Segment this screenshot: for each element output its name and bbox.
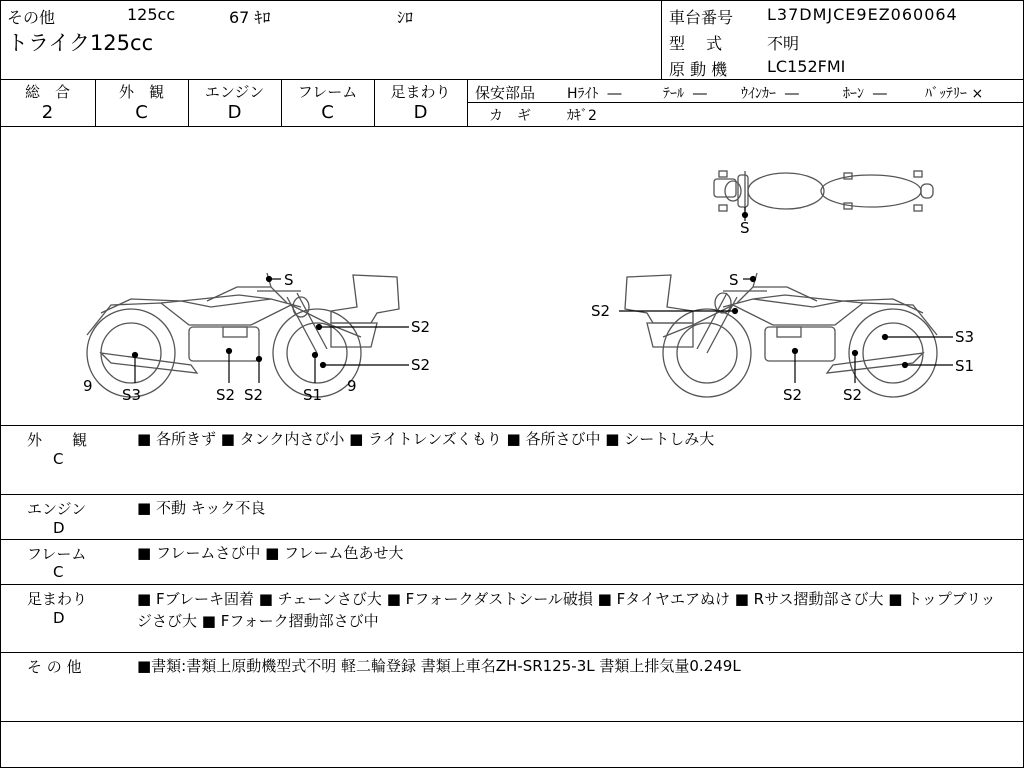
grade-engine-value: D — [227, 102, 242, 123]
mark-left-9-front: 9 — [83, 377, 93, 395]
key-label: カ ギ — [489, 108, 531, 124]
note-engine-label: エンジン — [27, 500, 87, 518]
note-other-label: そ の 他 — [27, 658, 82, 676]
grade-frame-label: フレーム — [297, 83, 358, 101]
displacement: 125cc — [127, 5, 176, 24]
safety-battery: ﾊﾞｯﾃﾘｰ × — [925, 86, 984, 102]
note-suspension-text: ■ Fブレーキ固着 ■ チェーンさび大 ■ Fフォークダストシール破損 ■ Fタイヤエアぬけ ■ Rサス摺動部さび大 ■ トップブリッジさび大 ■ Fフォーク摺動部さび中 — [137, 590, 996, 630]
rule — [1, 425, 1023, 426]
mark-right-s2-box: S2 — [591, 302, 611, 320]
mark-right-s: S — [729, 271, 739, 289]
frame-no: L37DMJCE9EZ060064 — [767, 5, 958, 24]
safety-title: 保安部品 — [475, 84, 536, 102]
mark-left-s2-tank: S2 — [411, 318, 431, 336]
mark-right-s2-a: S2 — [783, 386, 803, 404]
safety-winker: ｳｲﾝｶｰ ― — [741, 86, 799, 102]
key-value: ｶｷﾞ2 — [567, 108, 597, 124]
color: ｼﾛ — [397, 8, 414, 27]
note-frame-text: ■ フレームさび中 ■ フレーム色あせ大 — [137, 544, 404, 562]
mark-right-s1: S1 — [955, 357, 975, 375]
model-type-label: 型 式 — [669, 34, 723, 53]
engine-label: 原 動 機 — [669, 60, 728, 79]
top-view-bike — [714, 171, 933, 213]
safety-tail: ﾃｰﾙ ― — [663, 86, 707, 102]
note-suspension-label: 足まわり — [27, 590, 88, 608]
note-suspension-grade: D — [53, 609, 65, 627]
grade-total-label: 総 合 — [24, 83, 70, 101]
mark-left-s2-a: S2 — [216, 386, 236, 404]
rule — [1, 584, 1023, 585]
note-frame-grade: C — [53, 563, 64, 581]
mark-left-s3: S3 — [122, 386, 142, 404]
safety-horn: ﾎｰﾝ ― — [843, 86, 887, 102]
note-exterior-grade: C — [53, 450, 64, 468]
note-frame-label: フレーム — [27, 545, 87, 563]
mark-left-s1: S1 — [303, 386, 323, 404]
mark-left-s: S — [284, 271, 294, 289]
grade-suspension-value: D — [413, 102, 428, 123]
mark-left-s2-rear: S2 — [411, 356, 431, 374]
note-other-text: ■書類:書類上原動機型式不明 軽二輪登録 書類上車名ZH-SR125-3L 書類上排気量0.249L — [137, 657, 741, 675]
motorcycle-diagram — [1, 127, 1023, 425]
mark-right-s3: S3 — [955, 328, 975, 346]
grade-exterior-value: C — [135, 102, 148, 123]
mileage: 67 ｷﾛ — [229, 8, 271, 27]
rule — [1, 494, 1023, 495]
mark-left-9-rear: 9 — [347, 377, 357, 395]
grade-suspension-label: 足まわり — [390, 83, 451, 101]
mark-right-s2-b: S2 — [843, 386, 863, 404]
model-name: トライク125cc — [7, 31, 154, 55]
engine-model: LC152FMI — [767, 57, 846, 76]
rule — [467, 102, 1023, 103]
grade-frame-value: C — [321, 102, 334, 123]
rule — [1, 79, 1023, 80]
note-exterior-text: ■ 各所きず ■ タンク内さび小 ■ ライトレンズくもり ■ 各所さび中 ■ シートしみ大 — [137, 430, 715, 448]
frame-no-label: 車台番号 — [669, 8, 734, 27]
mark-left-s2-b: S2 — [244, 386, 264, 404]
rule — [1, 652, 1023, 653]
note-engine-grade: D — [53, 519, 65, 537]
note-engine-text: ■ 不動 キック不良 — [137, 499, 266, 517]
header-divider — [661, 1, 662, 79]
category: その他 — [7, 8, 56, 27]
model-type: 不明 — [767, 34, 800, 53]
rule — [1, 539, 1023, 540]
right-side-bike — [625, 273, 937, 397]
mark-top-s: S — [740, 219, 750, 237]
grade-engine-label: エンジン — [204, 83, 265, 101]
grade-total-value: 2 — [41, 102, 54, 123]
rule — [1, 721, 1023, 722]
grade-exterior-label: 外 観 — [118, 83, 164, 101]
safety-headlight: Hﾗｲﾄ ― — [567, 86, 622, 102]
note-exterior-label: 外 観 — [27, 431, 88, 449]
